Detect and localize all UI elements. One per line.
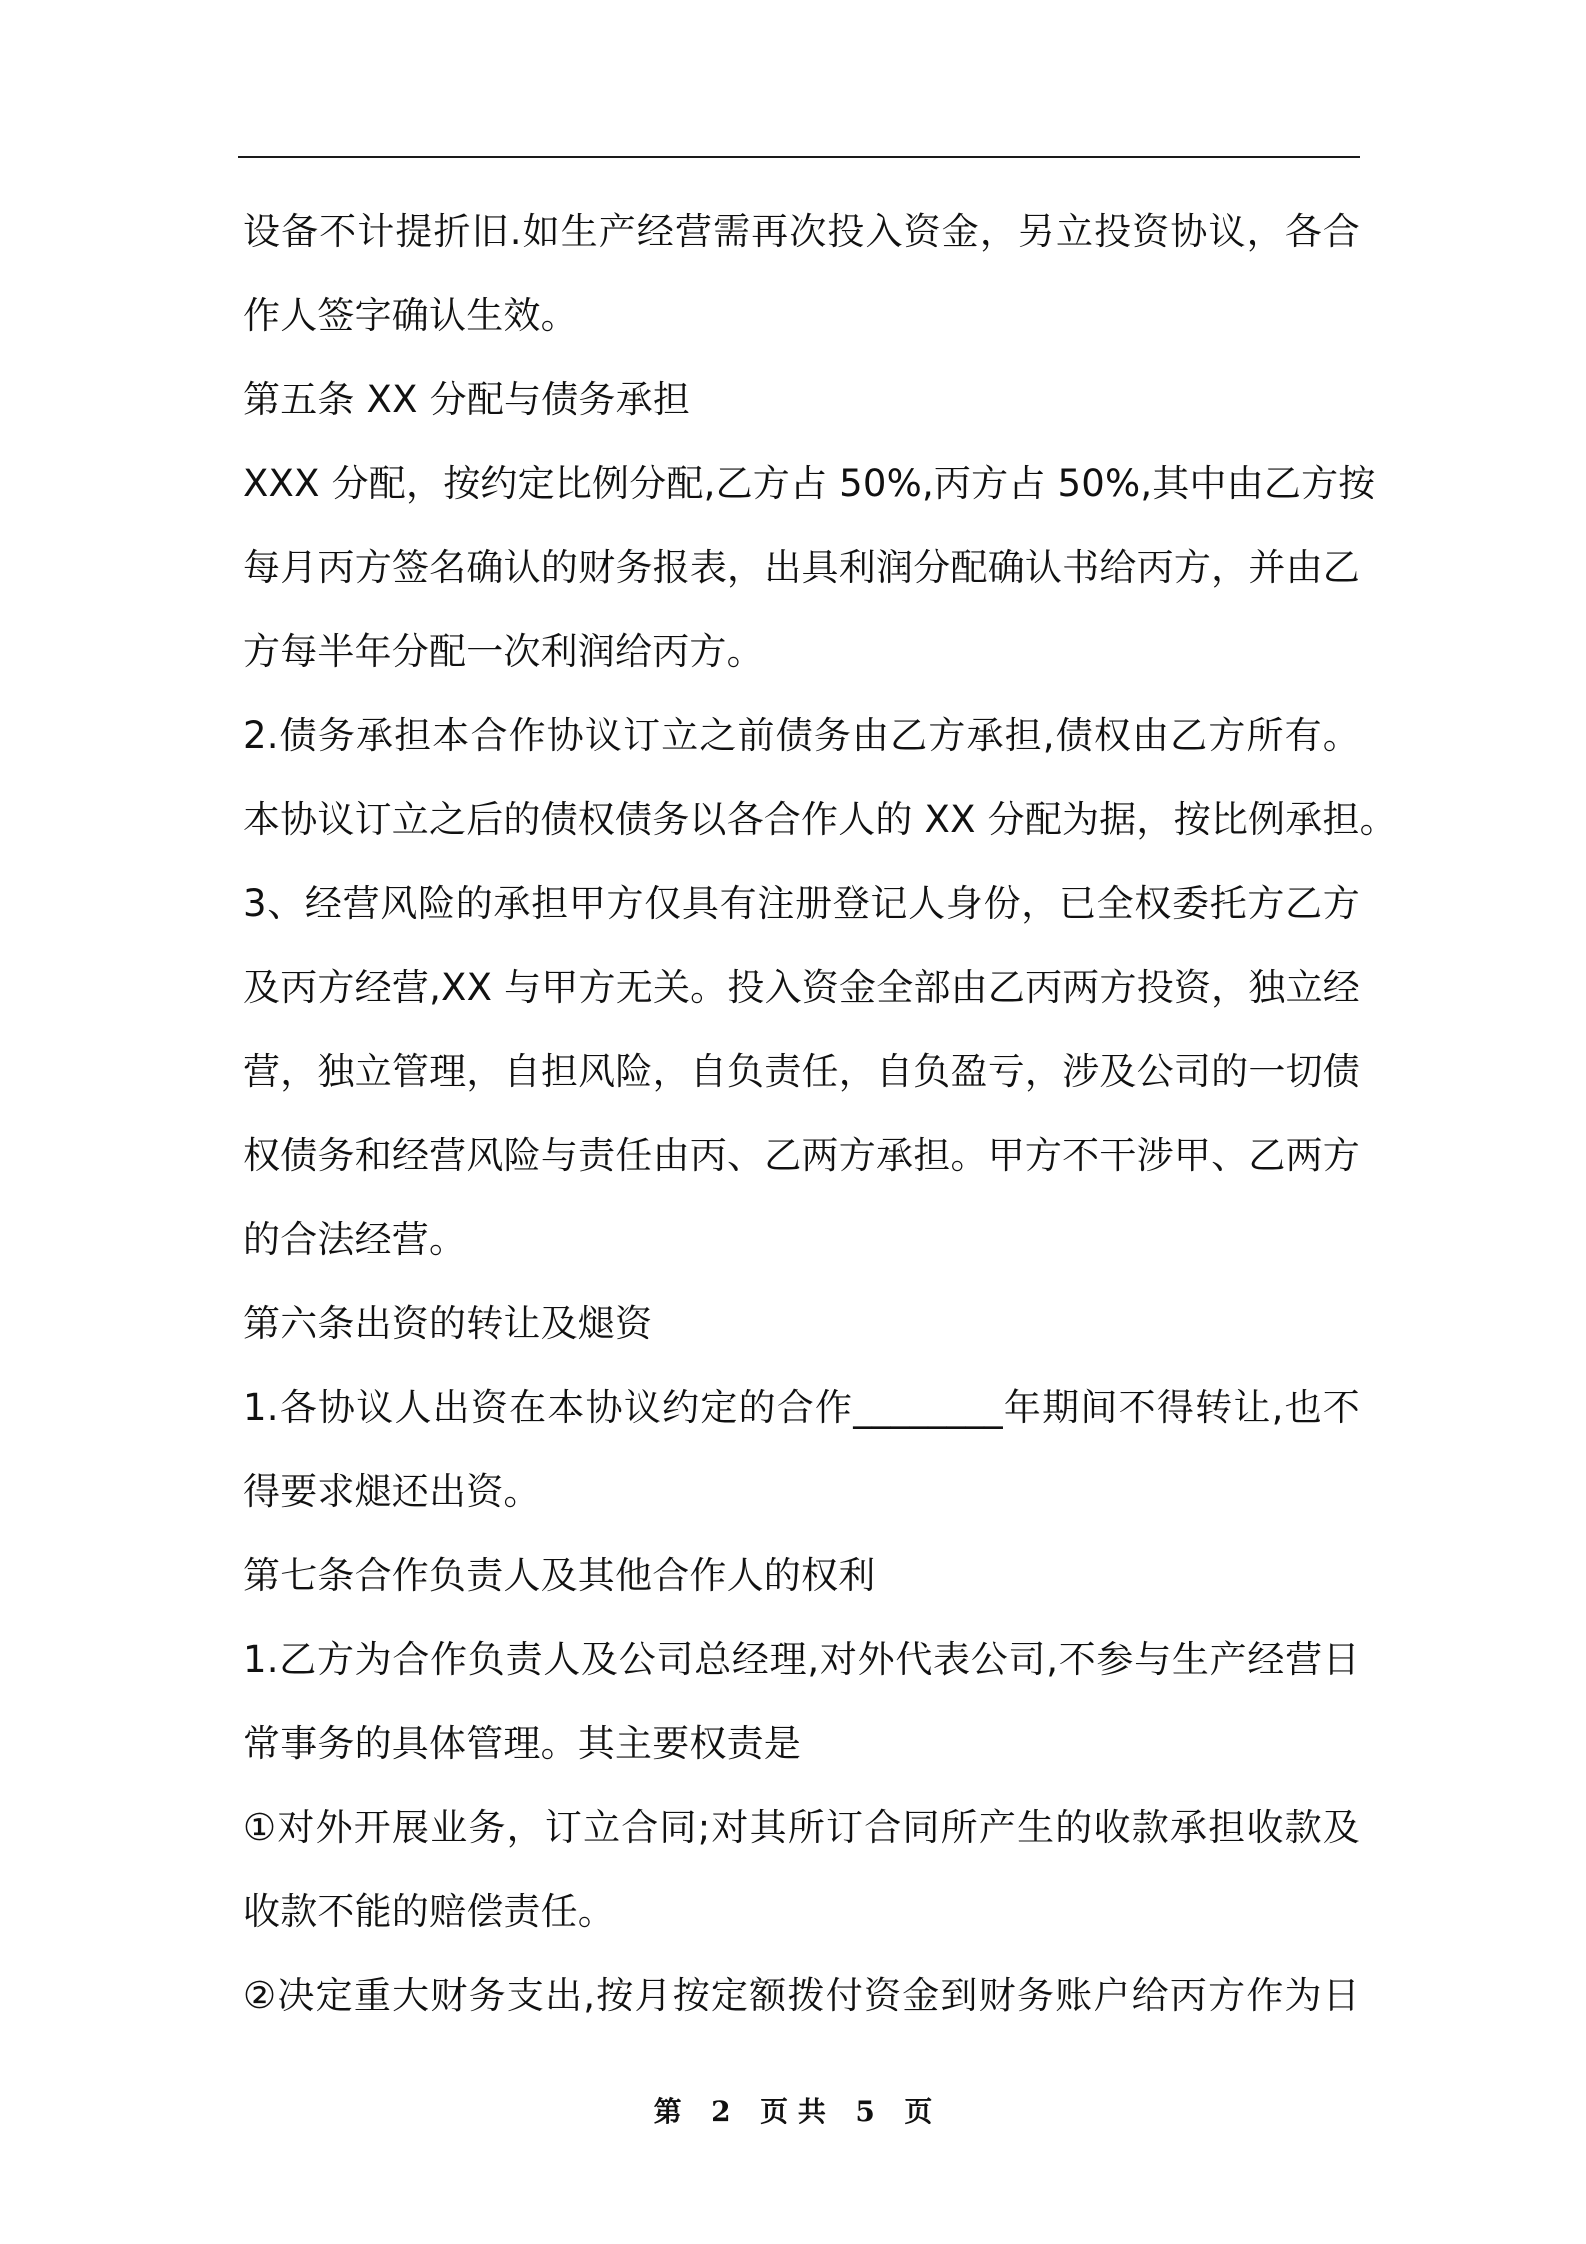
body-line: 营，独立管理，自担风险，自负责任，自负盈亏，涉及公司的一切债	[243, 1050, 1360, 1093]
footer-total-pages: 5	[855, 2095, 875, 2128]
footer-prefix: 第	[653, 2095, 682, 2128]
body-line: 收款不能的赔偿责任。	[243, 1890, 615, 1933]
body-line: 1.乙方为合作负责人及公司总经理,对外代表公司,不参与生产经营日	[243, 1638, 1360, 1681]
header-rule	[238, 156, 1360, 158]
footer-suffix: 页	[904, 2095, 933, 2128]
body-line: 1.各协议人出资在本协议约定的合作________年期间不得转让,也不	[243, 1386, 1360, 1429]
body-line: 权债务和经营风险与责任由丙、乙两方承担。甲方不干涉甲、乙两方	[243, 1134, 1360, 1177]
footer-middle: 页 共	[760, 2095, 826, 2128]
body-line: 的合法经营。	[243, 1218, 467, 1261]
page-footer	[0, 2092, 1586, 2132]
section-heading: 第五条 XX 分配与债务承担	[243, 378, 691, 421]
section-heading: 第七条合作负责人及其他合作人的权利	[243, 1554, 876, 1597]
body-line: 得要求煺还出资。	[243, 1470, 541, 1513]
body-line: 3、经营风险的承担甲方仅具有注册登记人身份，已全权委托方乙方	[243, 882, 1360, 925]
footer-current-page: 2	[711, 2095, 731, 2128]
body-line: ②决定重大财务支出,按月按定额拨付资金到财务账户给丙方作为日	[243, 1974, 1360, 2017]
body-line: 常事务的具体管理。其主要权责是	[243, 1722, 801, 1765]
section-heading: 第六条出资的转让及煺资	[243, 1302, 653, 1345]
body-line: 及丙方经营,XX 与甲方无关。投入资金全部由乙丙两方投资，独立经	[243, 966, 1360, 1009]
body-line: 每月丙方签名确认的财务报表，出具利润分配确认书给丙方，并由乙	[243, 546, 1360, 589]
body-line: 作人签字确认生效。	[243, 294, 578, 337]
body-line: XXX 分配，按约定比例分配,乙方占 50%,丙方占 50%,其中由乙方按	[243, 462, 1376, 505]
body-line: 本协议订立之后的债权债务以各合作人的 XX 分配为据，按比例承担。	[243, 798, 1397, 841]
document-body	[243, 190, 1397, 2038]
body-line: ①对外开展业务，订立合同;对其所订合同所产生的收款承担收款及	[243, 1806, 1360, 1849]
body-line: 方每半年分配一次利润给丙方。	[243, 630, 764, 673]
body-line: 设备不计提折旧.如生产经营需再次投入资金，另立投资协议，各合	[243, 210, 1360, 253]
body-line: 2.债务承担本合作协议订立之前债务由乙方承担,债权由乙方所有。	[243, 714, 1360, 757]
